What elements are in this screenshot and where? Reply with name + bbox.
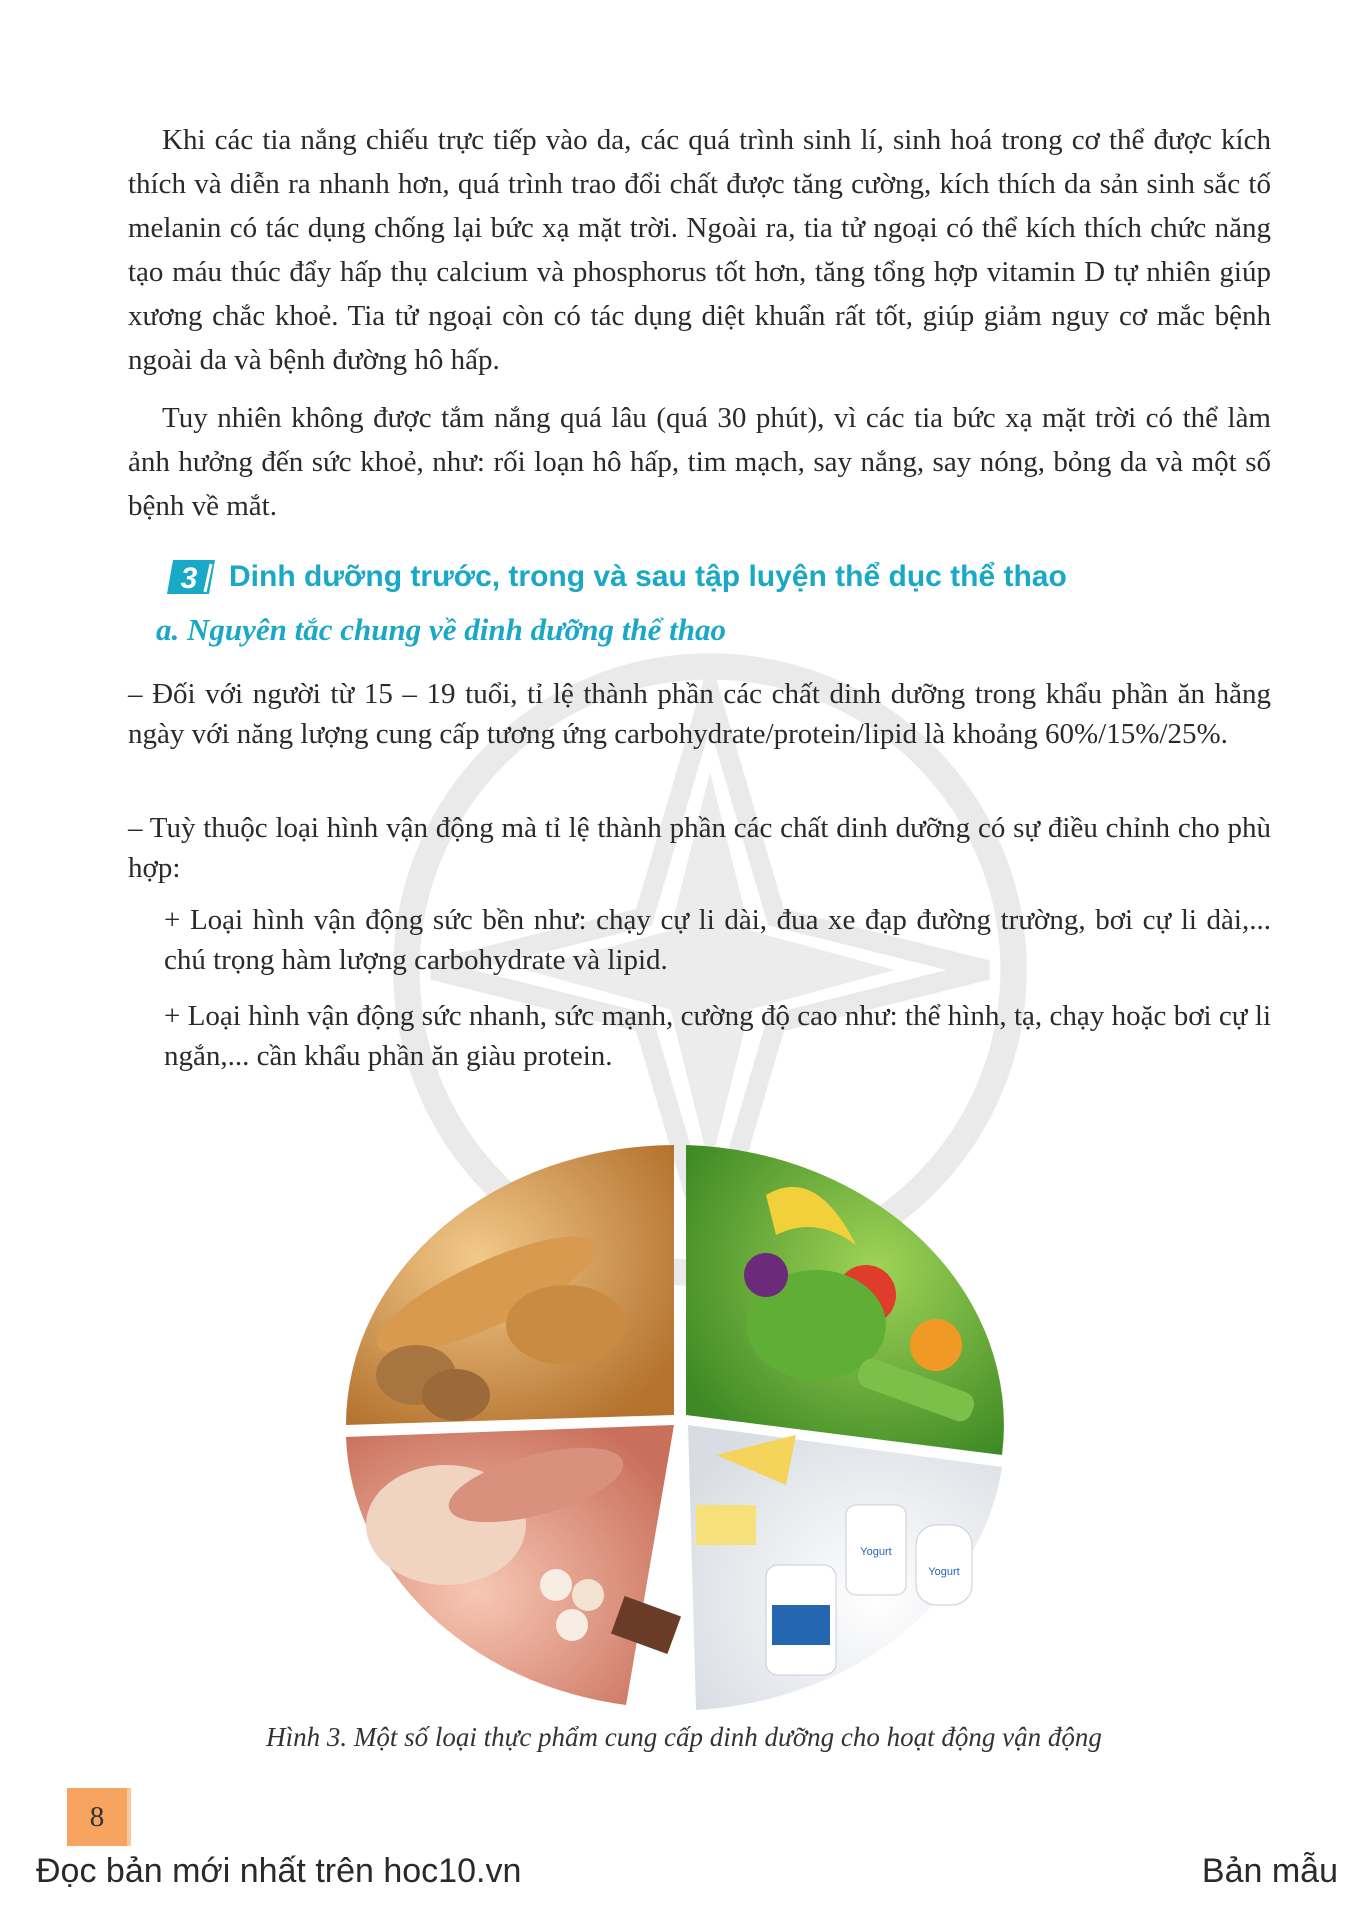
- footer-source-link[interactable]: Đọc bản mới nhất trên hoc10.vn: [36, 1852, 522, 1890]
- section-title: Dinh dưỡng trước, trong và sau tập luyện thể dục thể thao: [229, 560, 1067, 593]
- subbullet-strength: + Loại hình vận động sức nhanh, sức mạnh, cường độ cao như: thể hình, tạ, chạy hoặc bơi cự li ngắn,... cần khẩu phần ăn giàu protein.: [164, 1000, 1271, 1072]
- section-number: 3: [180, 562, 198, 595]
- section-number-badge-icon: [165, 558, 217, 596]
- paragraph-sun-benefits: Khi các tia nắng chiếu trực tiếp vào da, các quá trình sinh lí, sinh hoá trong cơ thể được kích thích và diễn ra nhanh hơn, quá trình trao đổi chất được tăng cường, kích thích da sản sinh sắc tố melanin có tác dụng chống lại bức xạ mặt trời. Ngoài ra, tia tử ngoại có thể kích thích chức năng tạo máu thúc đẩy hấp thụ calcium và phosphorus tốt hơn, tăng tổng hợp vitamin D tự nhiên giúp xương chắc khoẻ. Tia tử ngoại còn có tác dụng diệt khuẩn rất tốt, giúp giảm nguy cơ mắc bệnh ngoài da và bệnh đường hô hấp.: [128, 124, 1271, 376]
- yogurt-bottle-label: Yogurt: [928, 1566, 960, 1578]
- figure-caption: Hình 3. Một số loại thực phẩm cung cấp dinh dưỡng cho hoạt động vận động: [266, 1722, 1102, 1752]
- food-plate-illustration: [296, 1125, 1052, 1725]
- page-number: 8: [67, 1788, 127, 1846]
- paragraph-sun-warning: Tuy nhiên không được tắm nắng quá lâu (quá 30 phút), vì các tia bức xạ mặt trời có thể làm ảnh hưởng đến sức khoẻ, như: rối loạn hô hấp, tim mạch, say nắng, say nóng, bỏng da và một số bệnh về mắt.: [128, 402, 1271, 522]
- section-heading: [165, 558, 1067, 596]
- yogurt-cup-label: Yogurt: [860, 1546, 892, 1558]
- footer-sample-label: Bản mẫu: [1201, 1852, 1338, 1890]
- subsection-title: a. Nguyên tắc chung về dinh dưỡng thể thao: [156, 612, 727, 647]
- bullet-nutrient-ratio: – Đối với người từ 15 – 19 tuổi, tỉ lệ thành phần các chất dinh dưỡng trong khẩu phần ăn hằng ngày với năng lượng cung cấp tương ứng carbohydrate/protein/lipid là khoảng 60%/15%/25%.: [128, 678, 1271, 750]
- bullet-activity-type: – Tuỳ thuộc loại hình vận động mà tỉ lệ thành phần các chất dinh dưỡng có sự điều chỉnh cho phù hợp:: [128, 812, 1271, 884]
- subbullet-endurance: + Loại hình vận động sức bền như: chạy cự li dài, đua xe đạp đường trường, bơi cự li dài,... chú trọng hàm lượng carbohydrate và lipid.: [164, 904, 1271, 976]
